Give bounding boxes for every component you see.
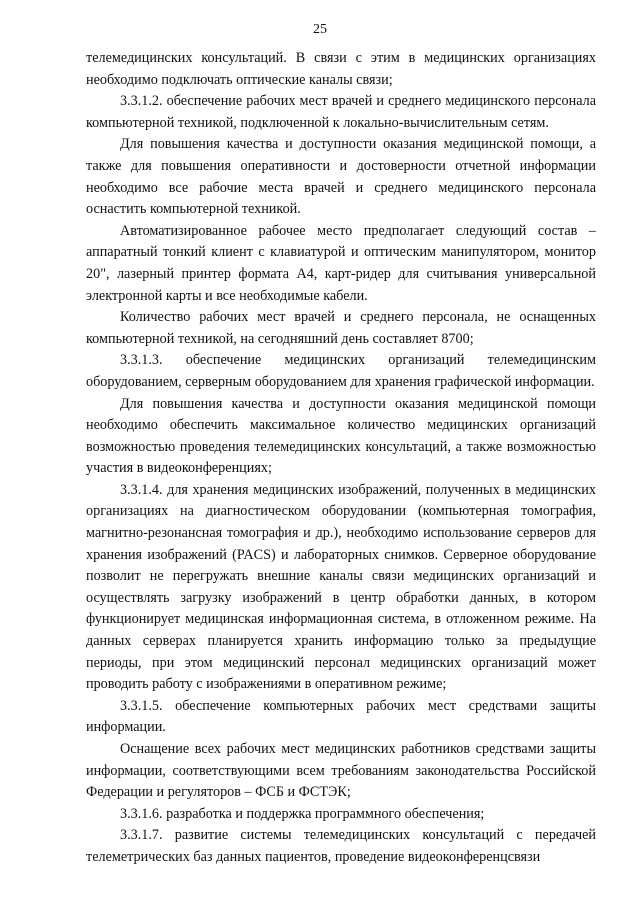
paragraph: Автоматизированное рабочее место предполагает следующий состав – аппаратный тонкий клиент с клавиатурой и оптическим манипулятором, монитор 20", лазерный принтер формата А4, карт-ридер для считывания универсальной электронной карты и все необходимые кабели. <box>86 222 596 304</box>
page-number: 25 <box>313 22 327 37</box>
paragraph: 3.3.1.6. разработка и поддержка программного обеспечения; <box>120 805 485 822</box>
paragraph: Для повышения качества и доступности оказания медицинской помощи необходимо обеспечить максимальное количество медицинских организаций возможностью проведения телемедицинских консультаций, а также возможностью участия в видеоконференциях; <box>86 395 596 477</box>
paragraph: Оснащение всех рабочих мест медицинских работников средствами защиты информации, соответствующими всем требованиям законодательства Российской Федерации и регуляторов – ФСБ и ФСТЭК; <box>86 741 596 801</box>
document-body <box>86 48 596 869</box>
paragraph: Для повышения качества и доступности оказания медицинской помощи, а также для повышения оперативности и достоверности отчетной информации необходимо все рабочие места врачей и среднего медицинского персонала оснастить компьютерной техникой. <box>86 136 596 218</box>
paragraph: 3.3.1.3. обеспечение медицинских организаций телемедицинским оборудованием, серверным оборудованием для хранения графической информации. <box>86 352 596 390</box>
paragraph: 3.3.1.4. для хранения медицинских изображений, полученных в медицинских организациях на диагностическом оборудовании (компьютерная томография, магнитно-резонансная томография и др.), необходимо использование серверов для хранения изображений (PACS) и лабораторных снимков. Серверное оборудование позволит не перегружать внешние каналы связи медицинских организаций и осуществлять загрузку изображений в центр обработки данных, в котором функционирует медицинская информационная система, в отложенном режиме. На данных серверах планируется хранить информацию только за предыдущие периоды, при этом медицинский персонал медицинских организаций может проводить работу с изображениями в оперативном режиме; <box>86 481 596 693</box>
paragraph: 3.3.1.7. развитие системы телемедицинских консультаций с передачей телеметрических баз данных пациентов, проведение видеоконференцсвязи <box>86 827 596 865</box>
paragraph: 3.3.1.5. обеспечение компьютерных рабочих мест средствами защиты информации. <box>86 697 596 736</box>
paragraph: 3.3.1.2. обеспечение рабочих мест врачей и среднего медицинского персонала компьютерной техникой, подключенной к локально-вычислительным сетям. <box>86 93 596 131</box>
paragraph: Количество рабочих мест врачей и среднего персонала, не оснащенных компьютерной техникой, на сегодняшний день составляет 8700; <box>86 309 596 347</box>
paragraph: телемедицинских консультаций. В связи с этим в медицинских организациях необходимо подключать оптические каналы связи; <box>86 50 596 88</box>
